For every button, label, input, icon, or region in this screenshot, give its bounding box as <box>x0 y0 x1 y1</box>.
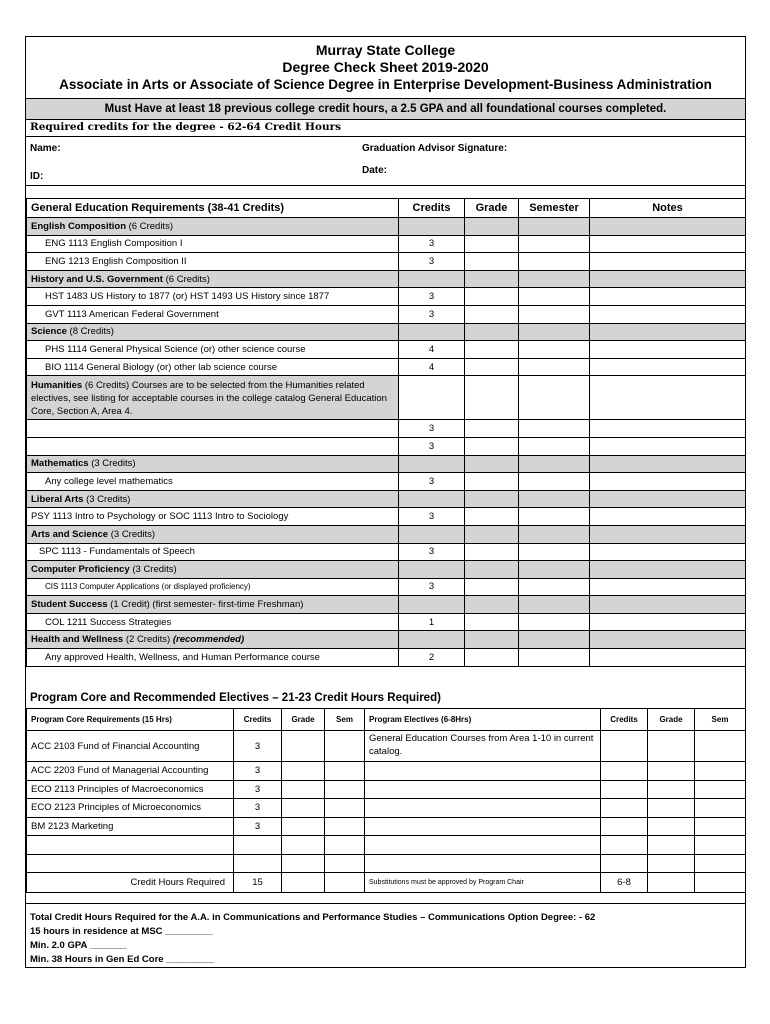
date-label: Date: <box>362 165 388 176</box>
grade-header: Grade <box>465 199 519 218</box>
course-credits: 3 <box>234 817 282 836</box>
notes-cell[interactable] <box>590 358 746 376</box>
core-sem-header: Sem <box>325 709 365 731</box>
course-credits: 3 <box>399 305 465 323</box>
elective-note: General Education Courses from Area 1-10 in current catalog. <box>365 731 601 762</box>
notes-cell[interactable] <box>590 437 746 455</box>
credit-hours-required-value: 15 <box>234 873 282 893</box>
grade-cell[interactable] <box>465 437 519 455</box>
substitutions-note: Substitutions must be approved by Program Chair <box>365 873 601 893</box>
grade-cell[interactable] <box>465 358 519 376</box>
grade-cell[interactable] <box>282 780 325 799</box>
section-name: English Composition <box>31 220 126 232</box>
elective-cell[interactable] <box>365 762 601 781</box>
section-row <box>27 455 746 473</box>
elective-cell[interactable] <box>365 799 601 818</box>
course-credits: 3 <box>399 578 465 596</box>
requirements-footer <box>30 911 595 967</box>
table-row <box>27 288 746 306</box>
course-name: COL 1211 Success Strategies <box>27 613 399 631</box>
grade-cell[interactable] <box>465 473 519 491</box>
section-row <box>27 218 746 236</box>
course-credits: 3 <box>399 253 465 271</box>
elec-grade-header: Grade <box>648 709 695 731</box>
grade-cell[interactable] <box>465 253 519 271</box>
course-name: CIS 1113 Computer Applications (or displayed proficiency) <box>27 578 399 596</box>
course-credits: 3 <box>234 762 282 781</box>
course-credits: 3 <box>399 235 465 253</box>
electives-title: Program Electives (6-8Hrs) <box>365 709 601 731</box>
course-credits: 3 <box>399 288 465 306</box>
semester-cell[interactable] <box>519 358 590 376</box>
course-credits: 3 <box>234 799 282 818</box>
section-name: Health and Wellness <box>31 634 124 646</box>
course-name: Any college level mathematics <box>27 473 399 491</box>
sheet-title: Degree Check Sheet 2019-2020 <box>282 59 489 75</box>
footer-divider <box>26 903 745 904</box>
elective-cell[interactable] <box>365 854 601 873</box>
grade-cell[interactable] <box>465 420 519 438</box>
table-row <box>27 420 746 438</box>
section-detail: (3 Credits) <box>108 528 156 540</box>
table-row <box>27 799 746 818</box>
core-title: Program Core Requirements (15 Hrs) <box>27 709 234 731</box>
section-row <box>27 596 746 614</box>
course-name: ECO 2113 Principles of Macroeconomics <box>27 780 234 799</box>
section-detail: (6 Credits) Courses are to be selected from the Humanities related electives, see listing for acceptable courses in the college catalog General Education Core, Section A, Area 4. <box>31 379 387 417</box>
grade-cell[interactable] <box>282 799 325 818</box>
course-credits: 4 <box>399 358 465 376</box>
table-row <box>27 437 746 455</box>
name-label: Name: <box>30 143 61 154</box>
degree-title: Associate in Arts or Associate of Science Degree in Enterprise Development-Business Administration <box>59 77 712 92</box>
elec-credits-cell[interactable] <box>601 731 648 762</box>
course-name: ACC 2203 Fund of Managerial Accounting <box>27 762 234 781</box>
student-info-box <box>26 136 745 186</box>
program-core-title: Program Core and Recommended Electives – 21-23 Credit Hours Required) <box>30 692 441 704</box>
section-detail: (6 Credits) <box>162 273 210 285</box>
program-header-row <box>27 709 746 731</box>
semester-header: Semester <box>519 199 590 218</box>
semester-cell[interactable] <box>519 420 590 438</box>
course-credits: 1 <box>399 613 465 631</box>
core-credits-header: Credits <box>234 709 282 731</box>
semester-cell[interactable] <box>519 305 590 323</box>
elec-grade-cell[interactable] <box>648 731 695 762</box>
course-name: ACC 2103 Fund of Financial Accounting <box>27 731 234 762</box>
sem-cell[interactable] <box>325 731 365 762</box>
course-entry-cell[interactable] <box>27 836 234 855</box>
notes-cell[interactable] <box>590 288 746 306</box>
semester-cell[interactable] <box>519 613 590 631</box>
elective-credits-value: 6-8 <box>601 873 648 893</box>
table-row <box>27 649 746 667</box>
elective-cell[interactable] <box>365 780 601 799</box>
course-name: PHS 1114 General Physical Science (or) other science course <box>27 341 399 359</box>
notes-cell[interactable] <box>590 253 746 271</box>
table-row <box>27 854 746 873</box>
gen-ed-table <box>26 198 746 667</box>
semester-cell[interactable] <box>519 341 590 359</box>
semester-cell[interactable] <box>519 649 590 667</box>
elec-sem-cell[interactable] <box>695 731 746 762</box>
required-credits: Required credits for the degree - 62-64 Credit Hours <box>30 121 342 133</box>
section-name: Computer Proficiency <box>31 563 130 575</box>
notes-cell[interactable] <box>590 508 746 526</box>
section-detail: (6 Credits) <box>126 220 173 232</box>
table-row <box>27 473 746 491</box>
gen-ed-title: General Education Requirements (38-41 Credits) <box>27 199 399 218</box>
section-name: Science <box>31 326 67 338</box>
course-name: BM 2123 Marketing <box>27 817 234 836</box>
grade-cell[interactable] <box>282 762 325 781</box>
course-name: Any approved Health, Wellness, and Human Performance course <box>27 649 399 667</box>
course-name: ENG 1213 English Composition II <box>27 253 399 271</box>
course-entry-cell[interactable] <box>27 854 234 873</box>
core-grade-header: Grade <box>282 709 325 731</box>
grade-cell[interactable] <box>465 578 519 596</box>
course-entry-cell[interactable] <box>27 420 399 438</box>
course-name: ENG 1113 English Composition I <box>27 235 399 253</box>
course-credits: 3 <box>234 731 282 762</box>
credit-hours-required-label: Credit Hours Required <box>27 873 234 893</box>
section-name: Arts and Science <box>31 528 109 540</box>
course-name: SPC 1113 - Fundamentals of Speech <box>27 543 399 561</box>
credits-header: Credits <box>399 199 465 218</box>
semester-cell[interactable] <box>519 288 590 306</box>
course-credits: 3 <box>234 780 282 799</box>
section-row <box>27 490 746 508</box>
semester-cell[interactable] <box>519 437 590 455</box>
section-row <box>27 376 746 420</box>
prerequisite-band: Must Have at least 18 previous college credit hours, a 2.5 GPA and all foundational courses completed. <box>26 98 745 120</box>
sem-cell[interactable] <box>325 780 365 799</box>
course-name: PSY 1113 Intro to Psychology or SOC 1113 Intro to Sociology <box>27 508 399 526</box>
notes-cell[interactable] <box>590 543 746 561</box>
table-row <box>27 508 746 526</box>
total-credit-hours: Total Credit Hours Required for the A.A. in Communications and Performance Studies – Communications Option Degree: - 62 <box>30 912 596 923</box>
section-name: Mathematics <box>31 458 89 470</box>
course-credits: 3 <box>399 543 465 561</box>
id-label: ID: <box>30 171 44 182</box>
course-credits: 3 <box>399 437 465 455</box>
course-credits: 4 <box>399 341 465 359</box>
section-name: Liberal Arts <box>31 493 84 505</box>
grade-cell[interactable] <box>465 543 519 561</box>
section-detail: (3 Credits) <box>129 563 177 575</box>
semester-cell[interactable] <box>519 508 590 526</box>
section-detail: (3 Credits) <box>83 493 131 505</box>
table-row <box>27 762 746 781</box>
elective-cell[interactable] <box>365 836 601 855</box>
grade-cell[interactable] <box>465 613 519 631</box>
notes-cell[interactable] <box>590 420 746 438</box>
course-credits: 3 <box>399 420 465 438</box>
table-row <box>27 780 746 799</box>
grade-cell[interactable] <box>282 817 325 836</box>
sem-cell[interactable] <box>325 799 365 818</box>
section-detail: (8 Credits) <box>66 326 114 338</box>
grade-cell[interactable] <box>465 508 519 526</box>
semester-cell[interactable] <box>519 578 590 596</box>
table-row <box>27 253 746 271</box>
sem-cell[interactable] <box>325 762 365 781</box>
program-table <box>26 708 746 893</box>
notes-cell[interactable] <box>590 341 746 359</box>
notes-cell[interactable] <box>590 649 746 667</box>
table-row <box>27 613 746 631</box>
table-row <box>27 235 746 253</box>
recommended-note: (recommended) <box>172 634 245 646</box>
section-detail: (2 Credits) <box>123 634 173 646</box>
course-name: ECO 2123 Principles of Microeconomics <box>27 799 234 818</box>
degree-check-sheet <box>25 36 746 968</box>
section-name: History and U.S. Government <box>31 273 163 285</box>
gen-ed-header-row <box>27 199 746 218</box>
elec-credits-header: Credits <box>601 709 648 731</box>
elective-cell[interactable] <box>365 817 601 836</box>
semester-cell[interactable] <box>519 253 590 271</box>
course-name: BIO 1114 General Biology (or) other lab science course <box>27 358 399 376</box>
grade-cell[interactable] <box>465 341 519 359</box>
college-title: Murray State College <box>315 42 456 58</box>
section-row <box>27 323 746 341</box>
table-row <box>27 543 746 561</box>
notes-cell[interactable] <box>590 305 746 323</box>
notes-cell[interactable] <box>590 613 746 631</box>
semester-cell[interactable] <box>519 235 590 253</box>
section-row <box>27 561 746 579</box>
sheet-header <box>26 37 745 93</box>
table-row <box>27 836 746 855</box>
notes-header: Notes <box>590 199 746 218</box>
grade-cell[interactable] <box>465 235 519 253</box>
course-entry-cell[interactable] <box>27 437 399 455</box>
section-detail: (3 Credits) <box>88 458 136 470</box>
notes-cell[interactable] <box>590 473 746 491</box>
course-name: GVT 1113 American Federal Government <box>27 305 399 323</box>
table-row <box>27 817 746 836</box>
section-row <box>27 525 746 543</box>
residence-requirement: 15 hours in residence at MSC _________ <box>30 926 213 937</box>
sem-cell[interactable] <box>325 817 365 836</box>
table-row <box>27 358 746 376</box>
section-row <box>27 270 746 288</box>
section-name: Humanities <box>31 379 83 391</box>
advisor-signature-label: Graduation Advisor Signature: <box>362 143 508 154</box>
table-row <box>27 305 746 323</box>
course-credits: 3 <box>399 508 465 526</box>
section-row <box>27 631 746 649</box>
semester-cell[interactable] <box>519 543 590 561</box>
course-credits: 3 <box>399 473 465 491</box>
notes-cell[interactable] <box>590 578 746 596</box>
section-name: Student Success <box>31 599 108 611</box>
grade-cell[interactable] <box>465 288 519 306</box>
section-detail: (1 Credit) (first semester- first-time Freshman) <box>107 599 304 611</box>
table-row <box>27 578 746 596</box>
grade-cell[interactable] <box>465 649 519 667</box>
course-credits: 2 <box>399 649 465 667</box>
grade-cell[interactable] <box>465 305 519 323</box>
grade-cell[interactable] <box>282 731 325 762</box>
totals-row <box>27 873 746 893</box>
semester-cell[interactable] <box>519 473 590 491</box>
min-gen-ed-hours: Min. 38 Hours in Gen Ed Core _________ <box>30 954 214 965</box>
notes-cell[interactable] <box>590 235 746 253</box>
table-row <box>27 731 746 762</box>
min-gpa: Min. 2.0 GPA _______ <box>30 940 127 951</box>
elec-sem-header: Sem <box>695 709 746 731</box>
table-row <box>27 341 746 359</box>
course-name: HST 1483 US History to 1877 (or) HST 1493 US History since 1877 <box>27 288 399 306</box>
